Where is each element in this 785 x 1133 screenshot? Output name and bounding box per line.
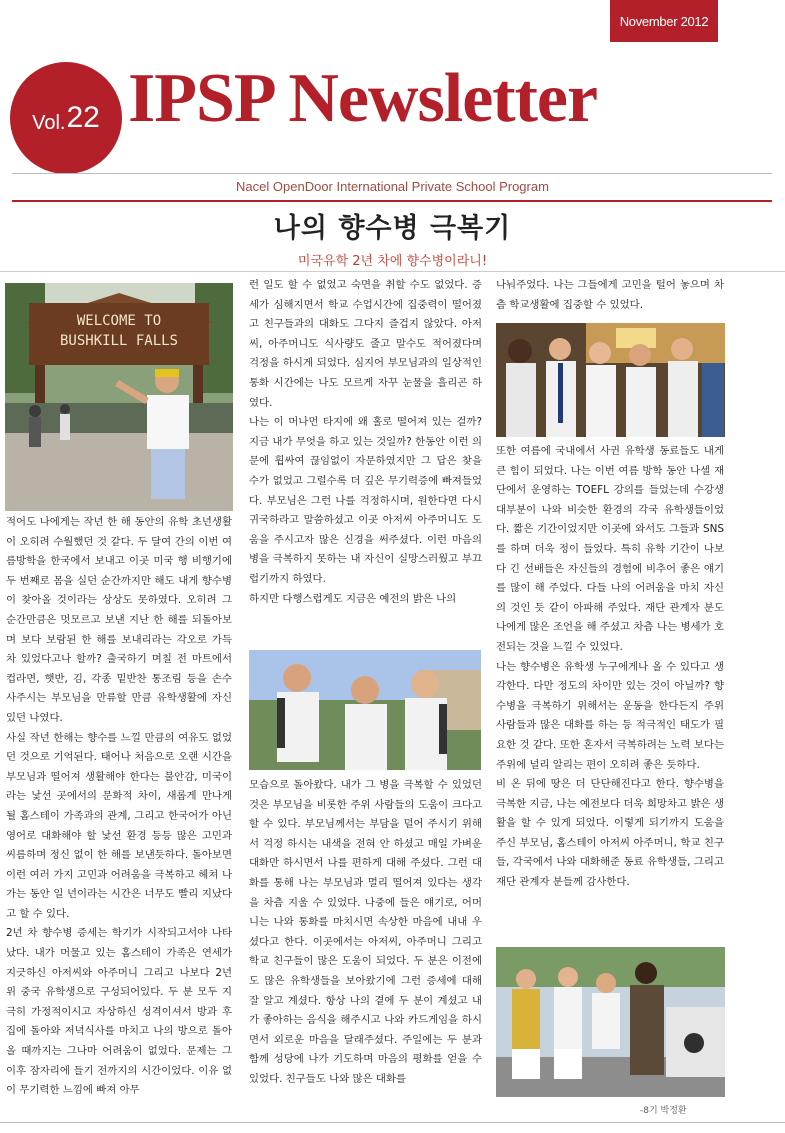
article-title: 나의 향수병 극복기 bbox=[273, 213, 512, 244]
header-divider bbox=[12, 173, 772, 174]
article-paragraph: 비 온 뒤에 땅은 더 단단해진다고 한다. 향수병을 극복한 지금, 나는 예전보다 더욱 희망차고 밝은 생활을 할 수 있게 되었다. 이렇게 되기까지 도움을 주신 부모님, 홈스테이 아저씨 아주머니, 학교 친구들, 각국에서 나와 대화해준 동료 유학생들, 그리고 재단 관계자 분들께 감사한다. bbox=[496, 778, 724, 889]
article-column-1 bbox=[6, 513, 232, 1101]
article-paragraph: 나는 향수병은 유학생 누구에게나 올 수 있다고 생각한다. 다만 정도의 차이만 있는 것이 아닐까? 향수병을 극복하기 위해서는 운동을 한다든지 주위 사람들과 많은 대화를 하는 등 적극적인 태도가 필요한 것 같다. 또한 혼자서 극복하려는 노력 보다는 주위에 널리 알리는 편이 오히려 좋은 듯하다. bbox=[496, 660, 724, 771]
photo-three-students bbox=[249, 650, 481, 770]
volume-prefix: Vol. bbox=[32, 111, 66, 134]
photo-group-formal bbox=[496, 323, 725, 437]
article-paragraph: 하지만 다행스럽게도 지금은 예전의 밝은 나의 bbox=[249, 592, 457, 605]
newsletter-title: IPSP Newsletter bbox=[128, 60, 598, 137]
volume-number: 22 bbox=[66, 101, 100, 134]
volume-badge bbox=[10, 62, 122, 174]
article-column-3-top bbox=[496, 276, 724, 315]
article-paragraph: 런 일도 할 수 없었고 숙면을 취할 수도 없었다. 증세가 심해지면서 학교 수업시간에 집중력이 떨어졌고 친구들과의 대화도 그다지 즐겁지 않았다. 아저씨, 아주머니도 식사량도 줄고 말수도 적어졌다며 걱정을 하시게 되었다. 심지어 부모님과의 일상적인 통화 시간에는 나도 모르게 자꾸 눈물을 흘리곤 하였다. bbox=[249, 279, 482, 409]
article-paragraph: 적어도 나에게는 작년 한 해 동안의 유학 초년생활이 오히려 수월했던 것 같다. 두 달여 간의 이번 여름방학을 한국에서 보내고 이곳 미국 행 비행기에 두 번째로 몸을 실던 순간까지만 해도 내게 향수병이 찾아올 것이라는 상상도 못하였다. 오히려 그 순간만큼은 멋모르고 보낸 지난 한 해를 되돌아보며 보다 보람된 한 해를 보내리라는 각오로 가득 차 있었다고나 할까? 출국하기 며칠 전 마트에서 컵라면, 햇반, 김, 각종 밑반찬 통조림 등을 손수 사주시는 부모님을 만류할 만큼 유학생활에 자신 있던 나였다. bbox=[6, 516, 232, 724]
subtitle-divider bbox=[0, 271, 785, 272]
program-name: Nacel OpenDoor International Private School Program bbox=[236, 179, 549, 194]
article-paragraph: 나눠주었다. 나는 그들에게 고민을 털어 놓으며 차츰 학교생활에 집중할 수 있었다. bbox=[496, 279, 724, 311]
photo-bushkill-falls-image bbox=[5, 283, 233, 511]
article-paragraph: 2년 차 향수병 증세는 학기가 시작되고서야 나타났다. 내가 머물고 있는 홈스테이 가족은 연세가 지긋하신 아저씨와 아주머니 그리고 나보다 2년 위 중국 유학생으로 구성되어있다. 두 분 모두 지극히 가정적이시고 자상하신 성격이셔서 방과 후 집에 돌아와 저녁식사를 마치고 나의 방으로 돌아올 때까지는 그나마 어려움이 없었다. 문제는 그 이후 잠자리에 들기 전까지의 시간이었다. 이유 없이 무기력한 느낌에 빠져 아무 bbox=[6, 927, 232, 1097]
sign-text-line1: WELCOME TO bbox=[76, 313, 162, 329]
article-column-2-top bbox=[249, 276, 482, 609]
article-paragraph: 또한 여름에 국내에서 사귄 유학생 동료들도 내게 큰 힘이 되었다. 나는 이번 여름 방학 동안 나셀 재단에서 운영하는 TOEFL 강의를 들었는데 수강생 대부분이 나와 비슷한 환경의 각국 유학생들이었다. 짧은 기간이었지만 이곳에 와서도 그들과 SNS를 하며 더욱 정이 들었다. 특히 유학 기간이 나보다 긴 선배들은 자신들의 경험에 비추어 좋은 얘기를 많이 해 주었다. 다들 나의 어려움을 마치 자신의 것인 듯 같이 아파해 주었다. 재단 관계자 분도 나에게 많은 조언을 해 주셨고 차츰 나는 병세가 호전되는 것을 느낄 수 있었다. bbox=[496, 445, 724, 653]
footer-divider bbox=[0, 1122, 785, 1123]
article-column-3-bottom bbox=[496, 442, 724, 893]
author-byline: -8기 박정환 bbox=[640, 1106, 687, 1116]
photo-three-students-image bbox=[249, 650, 481, 770]
issue-date: November 2012 bbox=[610, 0, 718, 42]
title-divider bbox=[12, 200, 772, 202]
article-paragraph: 모습으로 돌아왔다. 내가 그 병을 극복할 수 있었던 것은 부모님을 비롯한 주위 사람들의 도움이 크다고 할 수 있다. 부모님께서는 부담을 덜어 주시기 위해서 걱정 하시는 내색을 전혀 안 하셨고 매일 가벼운 대화만 하시면서 나를 편하게 대해 주셨다. 그런 대화를 통해 나는 부모님과 멀리 떨어져 있다는 생각을 차츰 지울 수 있었다. 나중에 들은 얘기로, 어머니는 나와 통화를 마치시면 속상한 마음에 내내 우셨다고 한다. 이곳에서는 아저씨, 아주머니 그리고 학교 친구들이 많은 도움이 되었다. 두 분은 이전에도 많은 유학생들을 보아왔기에 그런 증세에 대해 잘 알고 계셨다. 항상 나의 곁에 두 분이 계셨고 내가 좋아하는 음식을 해주시고 나와 카드게임을 하시면서 외로운 마음을 달래주셨다. 주일에는 두 분과 함께 성당에 나가 기도하며 마음의 평화를 얻을 수 있었다. 친구들도 나와 많은 대화를 bbox=[249, 779, 482, 1085]
photo-bushkill-falls bbox=[5, 283, 233, 511]
article-column-2-bottom bbox=[249, 776, 482, 1090]
article-paragraph: 사실 작년 한해는 향수를 느낄 만큼의 여유도 없었던 것으로 기억된다. 태어나 처음으로 오랜 시간을 부모님과 떨어져 생활해야 한다는 불안감, 미국이라는 낯선 곳에서의 문화적 차이, 새롭게 만나게 될 홈스테이 가족과의 관계, 그리고 한국어가 아닌 영어로 대화해야 할 낯선 환경 등등 많은 고민과 씨름하며 정신 없이 한 해를 보낸듯하다. 돌아보면 이런 여러 가지 고민과 어려움을 극복하고 헤쳐 나가는 동안 일 년이라는 시간은 너무도 빨리 지났다고 할 수 있다. bbox=[6, 731, 232, 920]
article-subtitle: 미국유학 2년 차에 향수병이라니! bbox=[297, 254, 488, 269]
sign-text-line2: BUSHKILL FALLS bbox=[59, 333, 179, 349]
photo-soccer-team-image bbox=[496, 947, 725, 1097]
article-paragraph: 나는 이 머나먼 타지에 왜 홀로 떨어져 있는 걸까? 지금 내가 무엇을 하고 있는 것일까? 한동안 이런 의문에 휩싸여 끊임없이 자문하였지만 그 답은 찾을 수가 없었고 그럴수록 더 깊은 무기력증에 빠져들었다. 부모님은 그런 나를 걱정하시며, 원한다면 다시 귀국하라고 말씀하셨고 이곳 아저씨 아주머니도 도움을 주시고자 많은 신경을 써주셨다. 이런 마음의 병을 극복하지 못하는 내 자신이 실망스러웠고 부끄럽기까지 하였다. bbox=[249, 416, 482, 585]
photo-soccer-team bbox=[496, 947, 725, 1097]
photo-group-formal-image bbox=[496, 323, 725, 437]
